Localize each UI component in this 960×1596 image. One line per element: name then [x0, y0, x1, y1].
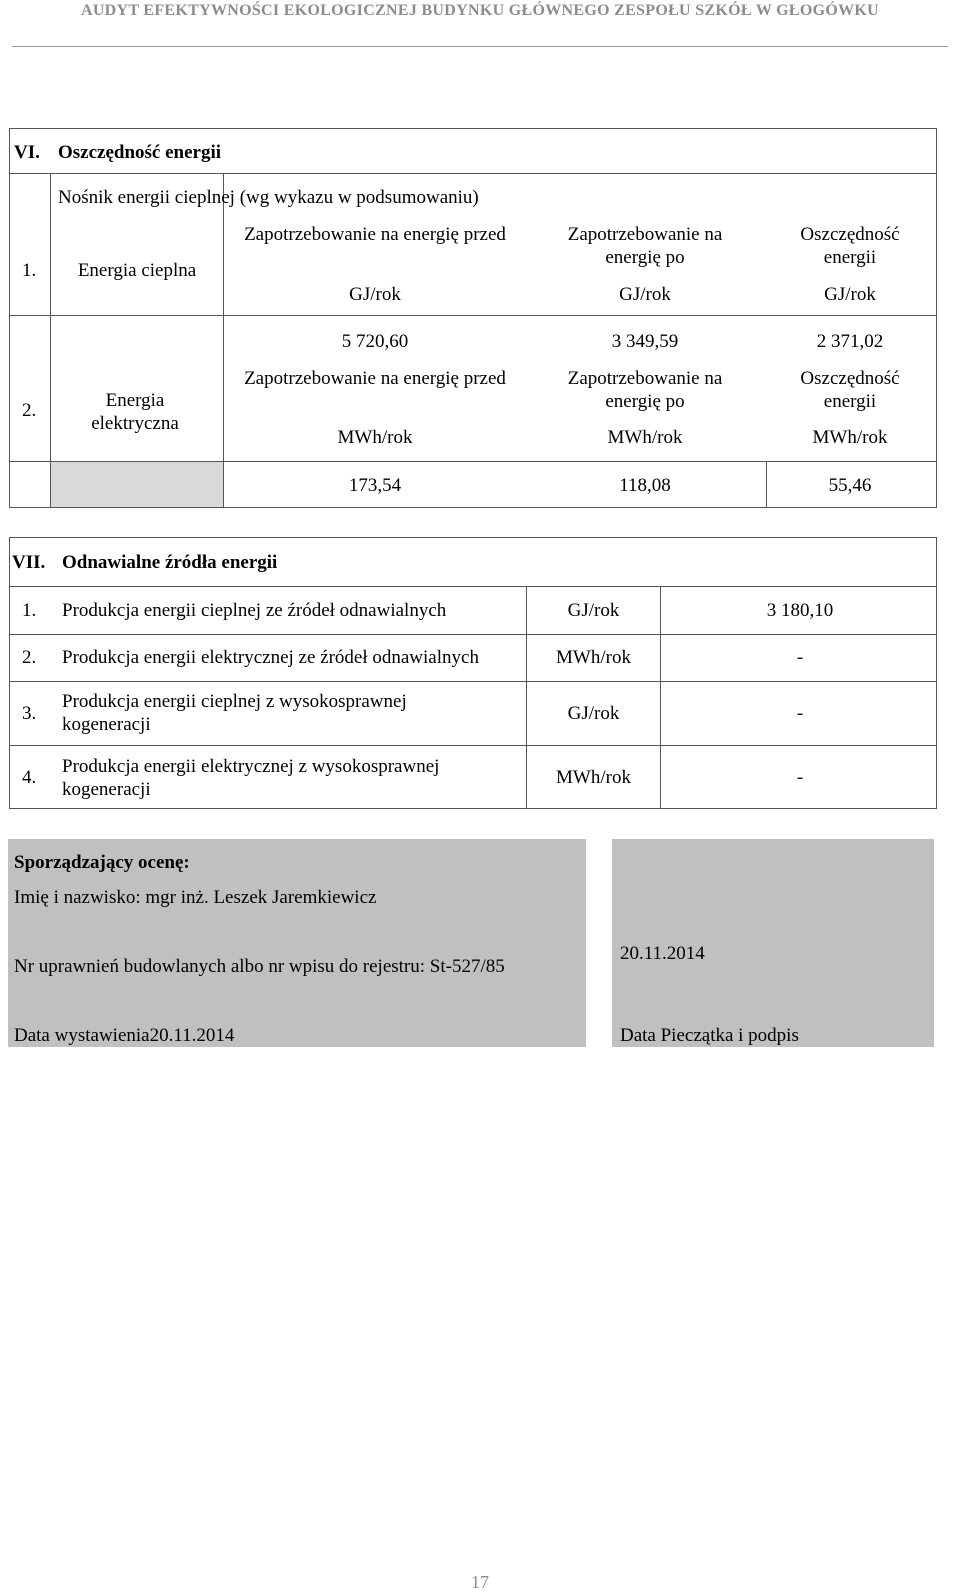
page-number: 17 — [471, 1572, 489, 1592]
divider — [9, 173, 937, 174]
column-header-savings: Oszczędność energii — [800, 368, 900, 412]
section-title: Odnawialne źródła energii — [62, 552, 278, 573]
divider — [50, 173, 51, 508]
row-number: 1. — [22, 600, 37, 621]
unit-label: MWh/rok — [556, 647, 631, 668]
divider — [9, 315, 937, 316]
divider — [9, 745, 937, 746]
row-label: Energia elektryczna — [91, 390, 179, 434]
section-number: VII. — [12, 552, 46, 573]
value-before: 173,54 — [348, 475, 402, 496]
unit-label: GJ/rok — [349, 284, 401, 305]
issue-date: Data wystawienia20.11.2014 — [14, 1025, 235, 1046]
section-6-border — [9, 128, 937, 508]
value-savings: 2 371,02 — [816, 331, 884, 352]
divider — [9, 681, 937, 682]
value-before: 5 720,60 — [341, 331, 409, 352]
author-name: Imię i nazwisko: mgr inż. Leszek Jaremkiewicz — [14, 887, 377, 908]
row-label: Produkcja energii cieplnej ze źródeł odnawialnych — [62, 600, 447, 621]
unit-label: GJ/rok — [824, 284, 876, 305]
carrier-label: Nośnik energii cieplnej (wg wykazu w podsumowaniu) — [58, 187, 479, 208]
divider — [223, 315, 224, 508]
unit-label: GJ/rok — [619, 284, 671, 305]
row-number: 3. — [22, 703, 37, 724]
header-title: AUDYT EFEKTYWNOŚCI EKOLOGICZNEJ BUDYNKU GŁÓWNEGO ZESPOŁU SZKÓŁ W GŁOGÓWKU — [80, 2, 880, 19]
row-number: 2. — [22, 400, 37, 421]
unit-label: MWh/rok — [556, 767, 631, 788]
unit-label: GJ/rok — [567, 600, 620, 621]
unit-label: GJ/rok — [567, 703, 620, 724]
shaded-cell — [51, 462, 223, 507]
value-after: 118,08 — [619, 475, 671, 496]
column-header-after: Zapotrzebowanie na energię po — [567, 224, 723, 268]
unit-label: MWh/rok — [812, 427, 888, 448]
divider — [9, 586, 937, 587]
value-after: 3 349,59 — [611, 331, 679, 352]
document-header — [12, 0, 948, 47]
row-label: Produkcja energii elektrycznej ze źródeł odnawialnych — [62, 647, 479, 668]
section-number: VI. — [14, 142, 40, 163]
signature-heading: Sporządzający ocenę: — [14, 852, 190, 873]
column-header-after: Zapotrzebowanie na energię po — [567, 368, 723, 412]
value: - — [796, 767, 804, 788]
divider — [9, 634, 937, 635]
unit-label: MWh/rok — [337, 427, 413, 448]
license-number: Nr uprawnień budowlanych albo nr wpisu do rejestru: St-527/85 — [14, 956, 505, 977]
value-savings: 55,46 — [828, 475, 872, 496]
value: - — [796, 647, 804, 668]
row-number: 1. — [22, 260, 37, 281]
value: - — [796, 703, 804, 724]
value: 3 180,10 — [766, 600, 834, 621]
column-header-before: Zapotrzebowanie na energię przed — [244, 368, 506, 389]
row-label: Produkcja energii elektrycznej z wysokosprawnej kogeneracji — [62, 756, 440, 800]
column-header-savings: Oszczędność energii — [800, 224, 900, 268]
row-label: Produkcja energii cieplnej z wysokosprawnej kogeneracji — [62, 691, 407, 735]
stamp-date: 20.11.2014 — [620, 943, 705, 964]
section-title: Oszczędność energii — [58, 142, 222, 163]
row-number: 4. — [22, 767, 37, 788]
divider — [660, 586, 661, 809]
stamp-label: Data Pieczątka i podpis — [620, 1025, 799, 1046]
column-header-before: Zapotrzebowanie na energię przed — [244, 224, 506, 245]
row-number: 2. — [22, 647, 37, 668]
unit-label: MWh/rok — [607, 427, 683, 448]
divider — [766, 461, 767, 508]
row-label: Energia cieplna — [77, 260, 197, 281]
